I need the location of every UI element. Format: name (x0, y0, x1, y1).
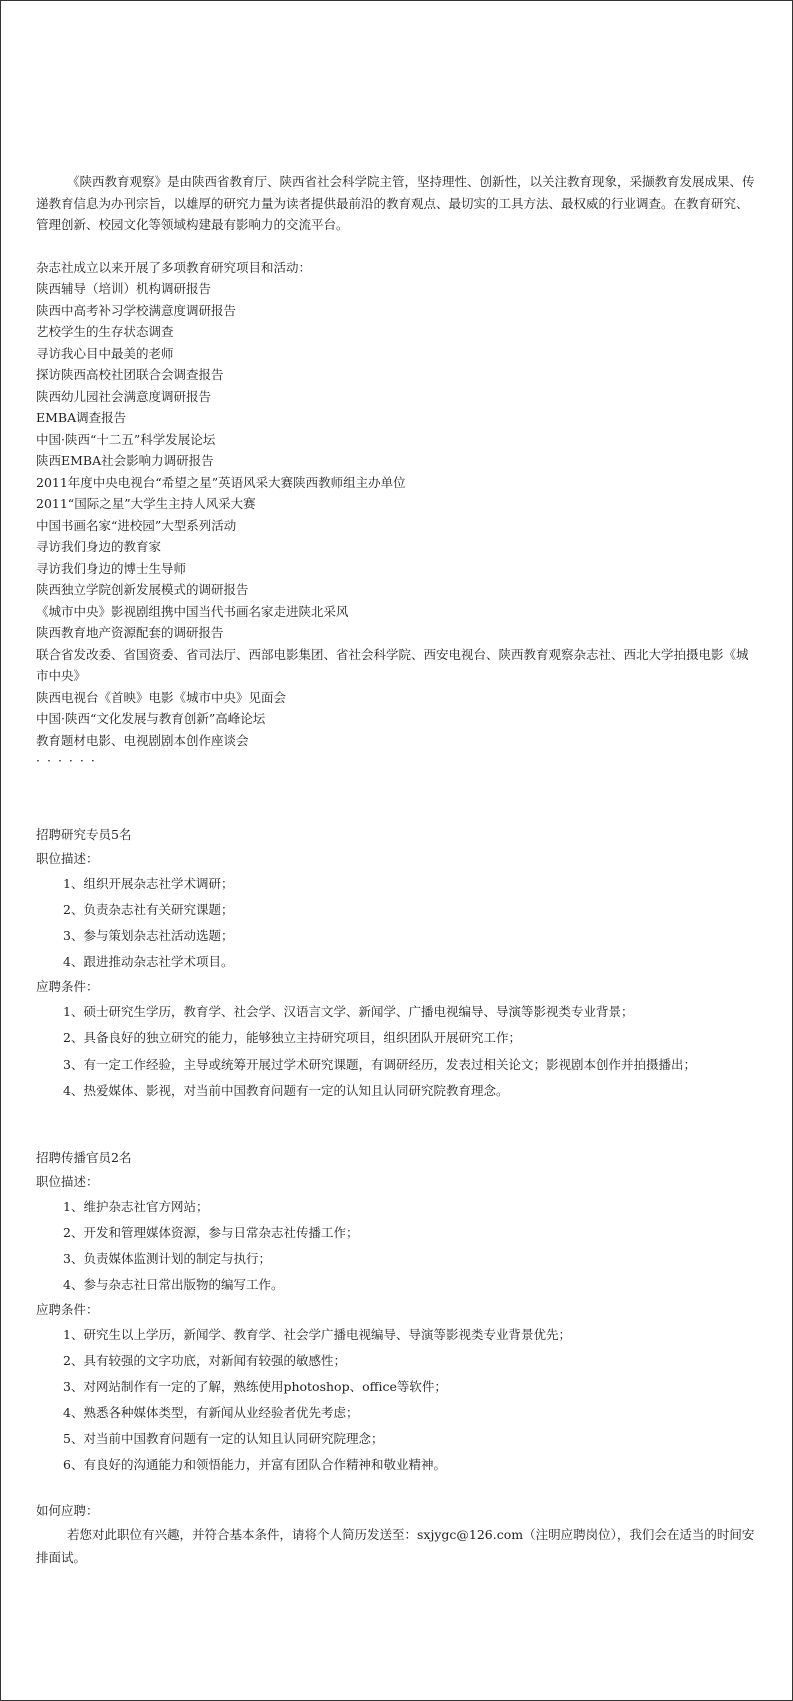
section-spacer (36, 1104, 756, 1146)
job-req-item: 2、具有较强的文字功底，对新闻有较强的敏感性； (63, 1353, 346, 1368)
project-item: 寻访我们身边的博士生导师 (36, 560, 187, 576)
apply-text: 若您对此职位有兴趣，并符合基本条件，请将个人简历发送至：sxjygc@126.com（注明应聘岗位），我们会在适当的时间安排面试。 (36, 1527, 755, 1565)
job-req-item: 5、对当前中国教育问题有一定的认知且认同研究院理念； (63, 1431, 384, 1446)
job-req-item: 3、对网站制作有一定的了解，熟练使用photoshop、office等软件； (63, 1379, 447, 1394)
job-desc-item: 1、维护杂志社官方网站； (63, 1199, 209, 1214)
project-item: 陕西辅导（培训）机构调研报告 (36, 281, 212, 296)
projects-section (36, 257, 756, 772)
job-req-item: 3、有一定工作经验，主导或统筹开展过学术研究课题，有调研经历，发表过相关论文；影视剧本创作并拍摄播出； (63, 1057, 696, 1072)
project-item: 中国书画名家“进校园”大型系列活动 (36, 517, 237, 533)
job-req-item: 1、研究生以上学历，新闻学、教育学、社会学广播电视编导、导演等影视类专业背景优先； (63, 1327, 571, 1342)
project-item: 中国·陕西“文化发展与教育创新”高峰论坛 (36, 711, 266, 726)
job-desc-item: 3、参与策划杂志社活动选题； (63, 928, 234, 943)
job-req-item: 4、熟悉各种媒体类型，有新闻从业经验者优先考虑； (63, 1405, 359, 1420)
intro-paragraph: 《陕西教育观察》是由陕西省教育厅、陕西省社会科学院主管，坚持理性、创新性，以关注教育现象，采撷教育发展成果、传递教育信息为办刊宗旨，以雄厚的研究力量为读者提供最前沿的教育观点、最切实的工具方法、最权威的行业调查。在教育研究、管理创新、校园文化等领域构建最有影响力的交流平台。 (36, 174, 755, 232)
project-item: 联合省发改委、省国资委、省司法厅、西部电影集团、省社会科学院、西安电视台、陕西教育观察杂志社、西北大学拍摄电影《城市中央》 (36, 646, 749, 683)
projects-heading: 杂志社成立以来开展了多项教育研究项目和活动： (36, 259, 312, 275)
project-item: 陕西幼儿园社会满意度调研报告 (36, 388, 212, 404)
project-item: EMBA调查报告 (36, 410, 127, 425)
apply-section (36, 1499, 756, 1569)
project-item: 2011年度中央电视台“希望之星”英语风采大赛陕西教师组主办单位 (36, 474, 406, 490)
project-item: 2011“国际之星”大学生主持人风采大赛 (36, 496, 256, 511)
project-item: 陕西电视台《首映》电影《城市中央》见面会 (36, 689, 287, 705)
job-req-label: 应聘条件： (36, 1302, 99, 1317)
job-req-label: 应聘条件： (36, 979, 99, 994)
ellipsis-dots: ······ (36, 753, 102, 768)
job-desc-label: 职位描述： (36, 851, 99, 866)
job-req-item: 1、硕士研究生学历，教育学、社会学、汉语言文学、新闻学、广播电视编导、导演等影视类专业背景； (63, 1004, 634, 1019)
section-spacer (36, 771, 756, 823)
project-item: 陕西教育地产资源配套的调研报告 (36, 625, 224, 640)
project-item: 陕西EMBA社会影响力调研报告 (36, 453, 214, 468)
project-item: 寻访我们身边的教育家 (36, 539, 162, 554)
apply-label: 如何应聘： (36, 1503, 99, 1518)
project-item: 寻访我心目中最美的老师 (36, 345, 174, 361)
job-desc-item: 2、开发和管理媒体资源，参与日常杂志社传播工作； (63, 1225, 359, 1240)
project-item: 探访陕西高校社团联合会调查报告 (36, 367, 224, 382)
project-item: 陕西中高考补习学校满意度调研报告 (36, 302, 237, 318)
job-title: 招聘传播官员2名 (36, 1150, 132, 1165)
job-comms-section (36, 1146, 756, 1478)
job-desc-item: 4、跟进推动杂志社学术项目。 (63, 954, 234, 969)
job-desc-item: 4、参与杂志社日常出版物的编写工作。 (63, 1277, 284, 1292)
job-desc-item: 2、负责杂志社有关研究课题； (63, 902, 234, 917)
job-title: 招聘研究专员5名 (36, 827, 132, 842)
project-item: 教育题材电影、电视剧剧本创作座谈会 (36, 732, 249, 748)
project-item: 中国·陕西“十二五”科学发展论坛 (36, 431, 216, 447)
job-desc-label: 职位描述： (36, 1174, 99, 1189)
project-item: 艺校学生的生存状态调查 (36, 324, 174, 339)
section-spacer (36, 1478, 756, 1499)
job-req-item: 4、热爱媒体、影视，对当前中国教育问题有一定的认知且认同研究院教育理念。 (63, 1083, 509, 1098)
job-research-section (36, 823, 756, 1104)
document-content (36, 171, 756, 1569)
job-req-item: 2、具备良好的独立研究的能力，能够独立主持研究项目，组织团队开展研究工作； (63, 1030, 521, 1045)
project-item: 陕西独立学院创新发展模式的调研报告 (36, 582, 249, 597)
job-req-item: 6、有良好的沟通能力和领悟能力，并富有团队合作精神和敬业精神。 (63, 1457, 446, 1472)
job-desc-item: 3、负责媒体监测计划的制定与执行； (63, 1251, 271, 1266)
job-desc-item: 1、组织开展杂志社学术调研； (63, 876, 234, 891)
project-item: 《城市中央》影视剧组携中国当代书画名家走进陕北采风 (36, 603, 349, 619)
